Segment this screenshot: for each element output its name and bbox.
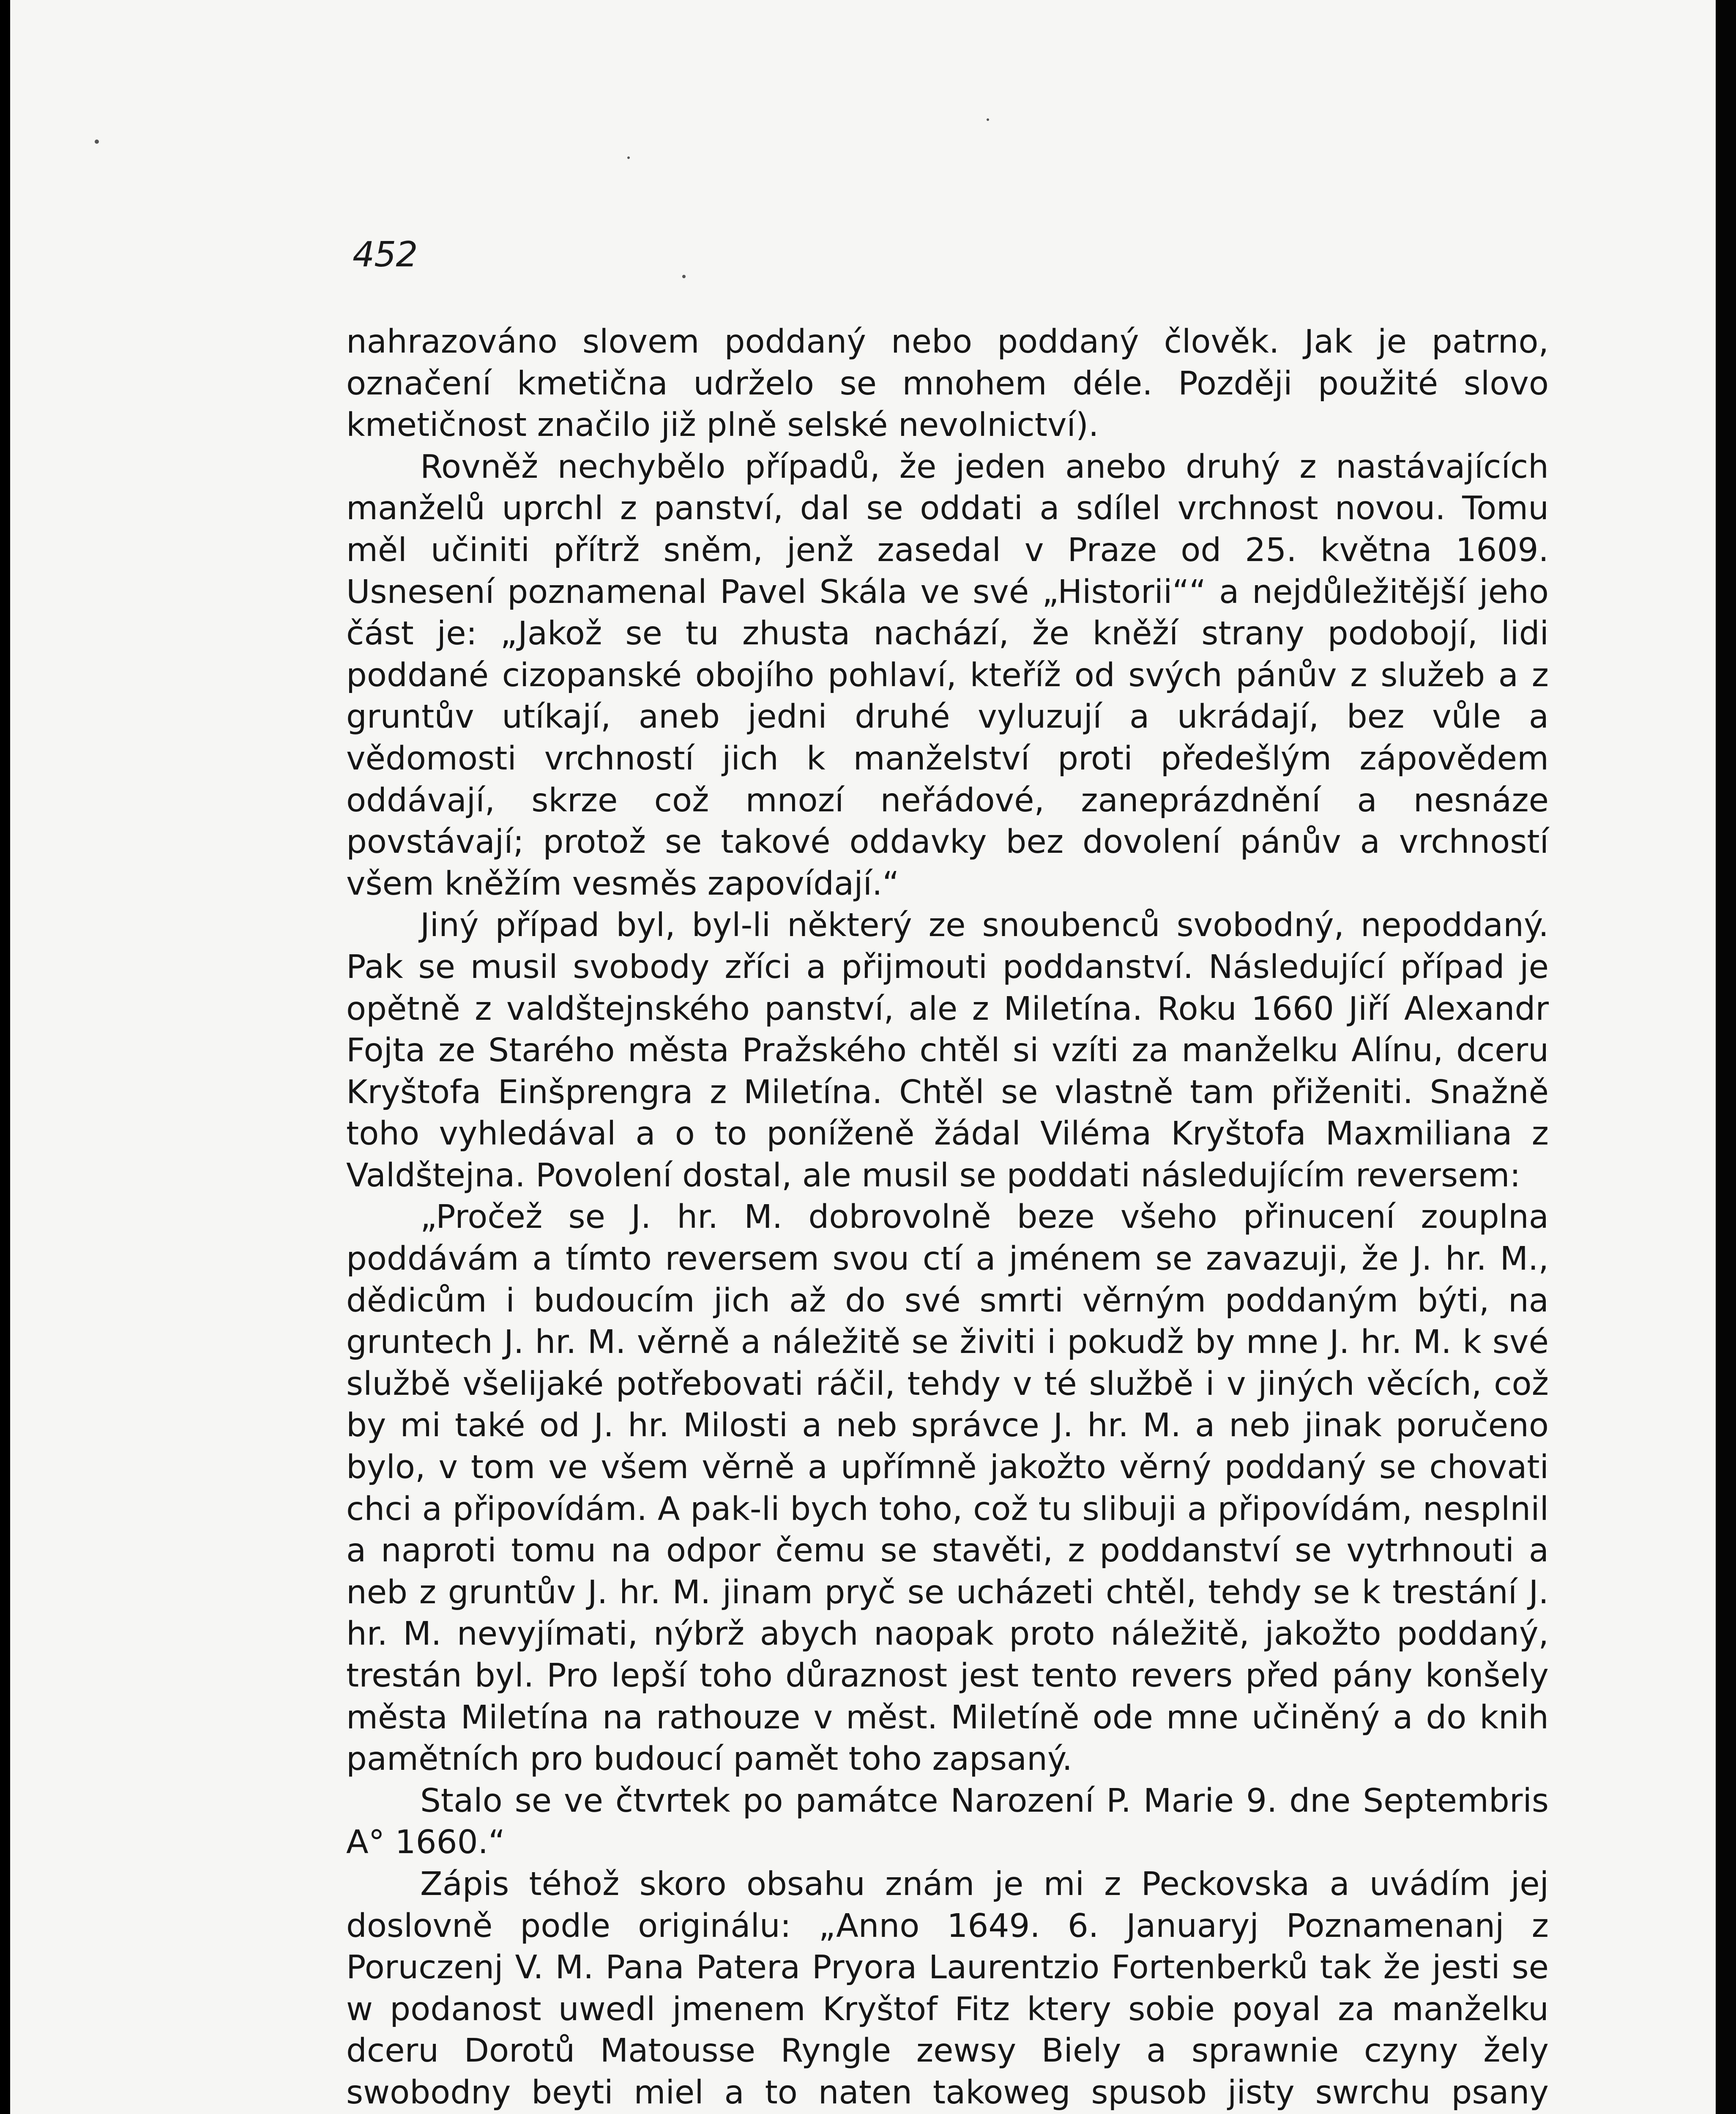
paragraph: Stalo se ve čtvrtek po památce Narození P. Marie 9. dne Septembris A° 1660.“: [346, 1782, 1549, 1862]
scan-border-right: [1716, 0, 1736, 2114]
body-text: [346, 321, 1549, 2114]
paragraph: nahrazováno slovem poddaný nebo poddaný člověk. Jak je patrno, označení kmetična udrželo se mnohem déle. Později použité slovo kmetičnost značilo již plně selské nevolnictví).: [346, 323, 1549, 444]
paragraph: Zápis téhož skoro obsahu znám je mi z Peckovska a uvádím jej doslovně podle originálu: „Anno 1649. 6. Januaryj Poznamenanj z Poruczenj V. M. Pana Patera Pryora Laurentzio Fortenberků tak že jesti se w podanost uwedl jmenem Kryštof Fitz ktery sobie poyal za manželku dceru Dorotů Matousse Ryngle zewsy Biely a sprawnie czyny žely swobodny beyti miel a to naten takoweg spusob jisty swrchu psany: [346, 1865, 1549, 2111]
paragraph: Jiný případ byl, byl-li některý ze snoubenců svobodný, nepoddaný. Pak se musil svobody zříci a přijmouti poddanství. Následující případ je opětně z valdštejnského panství, ale z Miletína. Roku 1660 Jiří Alexandr Fojta ze Starého města Pražského chtěl si vzíti za manželku Alínu, dceru Kryštofa Einšprengra z Miletína. Chtěl se vlastně tam přiženiti. Snažně toho vyhledával a o to poníženě žádal Viléma Kryštofa Maxmiliana z Valdštejna. Povolení dostal, ale musil se poddati následujícím reversem:: [346, 906, 1549, 1194]
scan-speck: [627, 156, 630, 159]
paragraph: Rovněž nechybělo případů, že jeden anebo druhý z nastávajících manželů uprchl z panství, dal se oddati a sdílel vrchnost novou. Tomu měl učiniti přítrž sněm, jenž zasedal v Praze od 25. května 1609. Usnesení poznamenal Pavel Skála ve své „Historii““ a nejdůležitější jeho část je: „Jakož se tu zhusta nachází, že kněží strany podobojí, lidi poddané cizopanské obojího pohlaví, kteříž od svých pánův z služeb a z gruntův utíkají, aneb jedni druhé vyluzují a ukrádají, bez vůle a vědomosti vrchností jich k manželství proti předešlým zápovědem oddávají, skrze což mnozí neřádové, zaneprázdnění a nesnáze povstávají; protož se takové oddavky bez dovolení pánův a vrchností všem kněžím vesměs zapovídají.“: [346, 448, 1549, 903]
paragraph: „Pročež se J. hr. M. dobrovolně beze všeho přinucení zouplna poddávám a tímto reversem svou ctí a jménem se zavazuji, že J. hr. M., dědicům i budoucím jich až do své smrti věrným poddaným býti, na gruntech J. hr. M. věrně a náležitě se živiti i pokudž by mne J. hr. M. k své službě všelijaké potřebovati ráčil, tehdy v té službě i v jiných věcích, což by mi také od J. hr. Milosti a neb správce J. hr. M. a neb jinak poručeno bylo, v tom ve všem věrně a upřímně jakožto věrný poddaný se chovati chci a připovídám. A pak-li bych toho, což tu slibuji a připovídám, nesplnil a naproti tomu na odpor čemu se stavěti, z poddanství se vytrhnouti a neb z gruntův J. hr. M. jinam pryč se ucházeti chtěl, tehdy se k trestání J. hr. M. nevyjímati, nýbrž abych naopak proto náležitě, jakožto poddaný, trestán byl. Pro lepší toho důraznost jest tento revers před pány konšely města Miletína na rathouze v měst. Miletíně ode mne učiněný a do knih pamětních pro budoucí pamět toho zapsaný.: [346, 1198, 1549, 1778]
scan-speck: [987, 118, 989, 121]
scan-speck: [682, 275, 686, 278]
scan-speck: [95, 140, 99, 144]
page-number: 452: [353, 235, 418, 275]
document-page: [10, 0, 1716, 2114]
